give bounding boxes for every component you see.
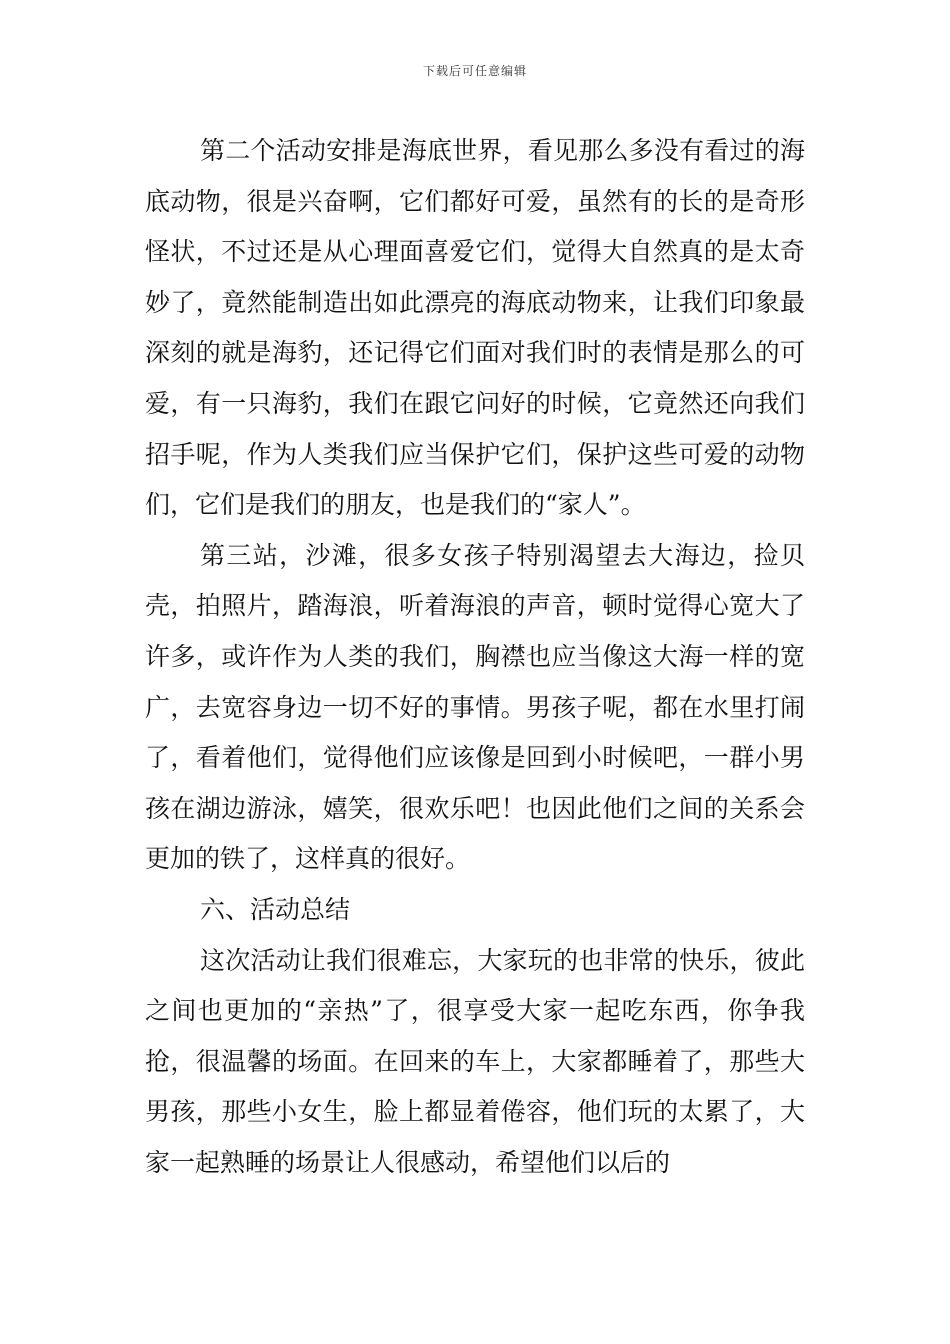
page-header-note: 下载后可任意编辑: [422, 64, 527, 78]
section-heading-summary: 六、活动总结: [200, 894, 351, 924]
document-body: [145, 126, 805, 1188]
paragraph-beach: 第三站，沙滩，很多女孩子特别渴望去大海边，捡贝壳，拍照片，踏海浪，听着海浪的声音，顿时觉得心宽大了许多，或许作为人类的我们，胸襟也应当像这大海一样的宽广，去宽容身边一切不好的事情。男孩子呢，都在水里打闹了，看着他们，觉得他们应该像是回到小时候吧，一群小男孩在湖边游泳，嬉笑，很欢乐吧！也因此他们之间的关系会更加的铁了，这样真的很好。: [145, 540, 805, 874]
paragraph-summary: 这次活动让我们很难忘，大家玩的也非常的快乐，彼此之间也更加的“亲热”了，很享受大家一起吃东西，你争我抢，很温馨的场面。在回来的车上，大家都睡着了，那些大男孩，那些小女生，脸上都显着倦容，他们玩的太累了，大家一起熟睡的场景让人很感动，希望他们以后的: [145, 945, 805, 1177]
paragraph-sea-world: 第二个活动安排是海底世界，看见那么多没有看过的海底动物，很是兴奋啊，它们都好可爱，虽然有的长的是奇形怪状，不过还是从心理面喜爱它们，觉得大自然真的是太奇妙了，竟然能制造出如此漂亮的海底动物来，让我们印象最深刻的就是海豹，还记得它们面对我们时的表情是那么的可爱，有一只海豹，我们在跟它问好的时候，它竟然还向我们招手呢，作为人类我们应当保护它们，保护这些可爱的动物们，它们是我们的朋友，也是我们的“家人”。: [145, 136, 805, 520]
